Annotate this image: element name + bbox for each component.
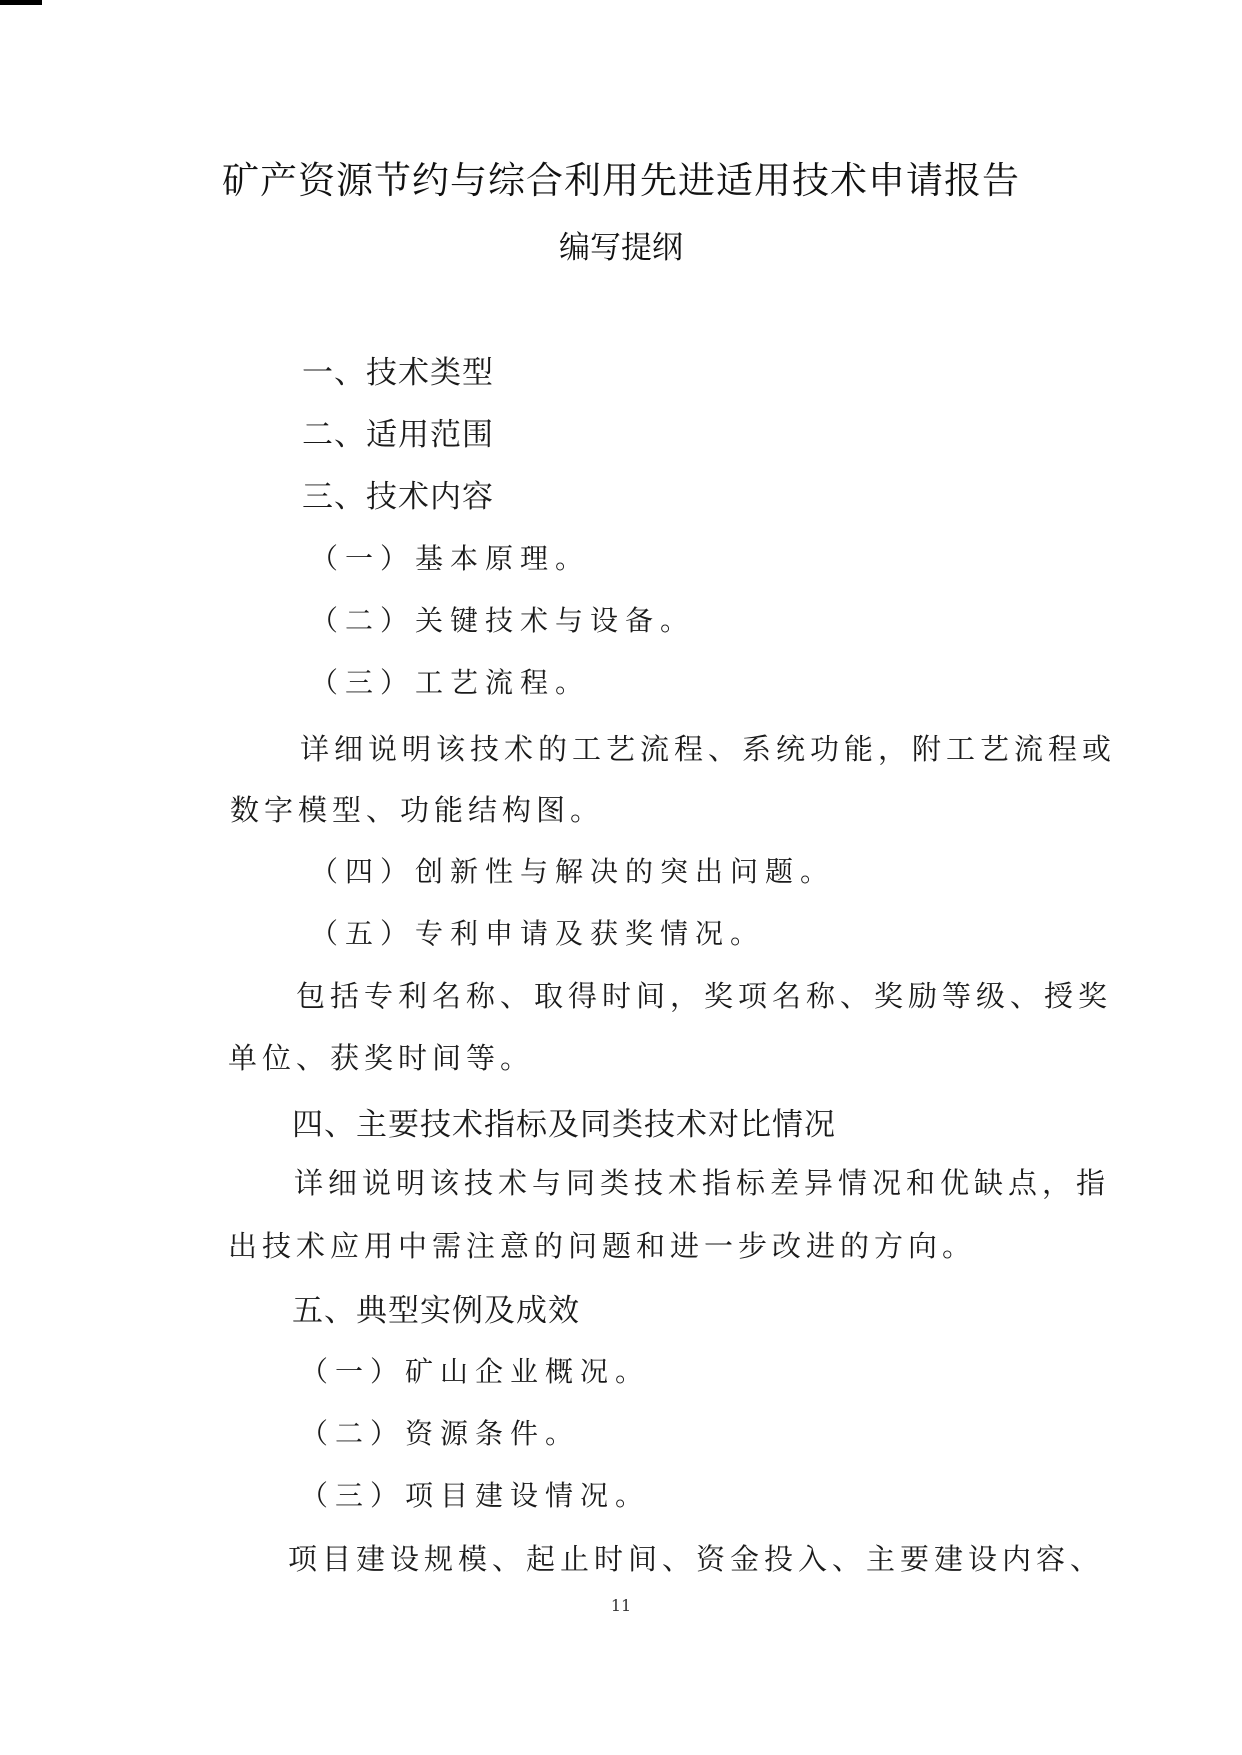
subsection-item: （四）创新性与解决的突出问题。	[310, 855, 836, 888]
section-heading-3: 三、技术内容	[302, 479, 494, 515]
page-number: 11	[610, 1596, 632, 1615]
subsection-item: （五）专利申请及获奖情况。	[310, 917, 766, 950]
section-heading-4: 四、主要技术指标及同类技术对比情况	[292, 1107, 836, 1143]
paragraph-line: 详细说明该技术的工艺流程、系统功能，附工艺流程或	[300, 732, 1117, 766]
subsection-item: （三）工艺流程。	[310, 666, 591, 699]
document-title: 矿产资源节约与综合利用先进适用技术申请报告	[222, 159, 1020, 202]
subsection-item: （三）项目建设情况。	[300, 1479, 651, 1512]
paragraph-line: 单位、获奖时间等。	[228, 1041, 535, 1075]
subsection-item: （一）基本原理。	[310, 542, 591, 575]
scan-corner-mark	[0, 0, 42, 5]
subsection-item: （一）矿山企业概况。	[300, 1355, 651, 1388]
paragraph-line: 数字模型、功能结构图。	[230, 793, 605, 827]
paragraph-line: 包括专利名称、取得时间，奖项名称、奖励等级、授奖	[296, 979, 1113, 1013]
section-heading-2: 二、适用范围	[302, 417, 494, 453]
paragraph-line: 出技术应用中需注意的问题和进一步改进的方向。	[228, 1229, 977, 1263]
paragraph-line: 项目建设规模、起止时间、资金投入、主要建设内容、	[288, 1542, 1105, 1576]
section-heading-1: 一、技术类型	[302, 355, 494, 391]
section-heading-5: 五、典型实例及成效	[292, 1293, 580, 1329]
paragraph-line: 详细说明该技术与同类技术指标差异情况和优缺点，指	[294, 1166, 1111, 1200]
document-subtitle: 编写提纲	[559, 230, 683, 266]
subsection-item: （二）资源条件。	[300, 1417, 581, 1450]
subsection-item: （二）关键技术与设备。	[310, 604, 696, 637]
